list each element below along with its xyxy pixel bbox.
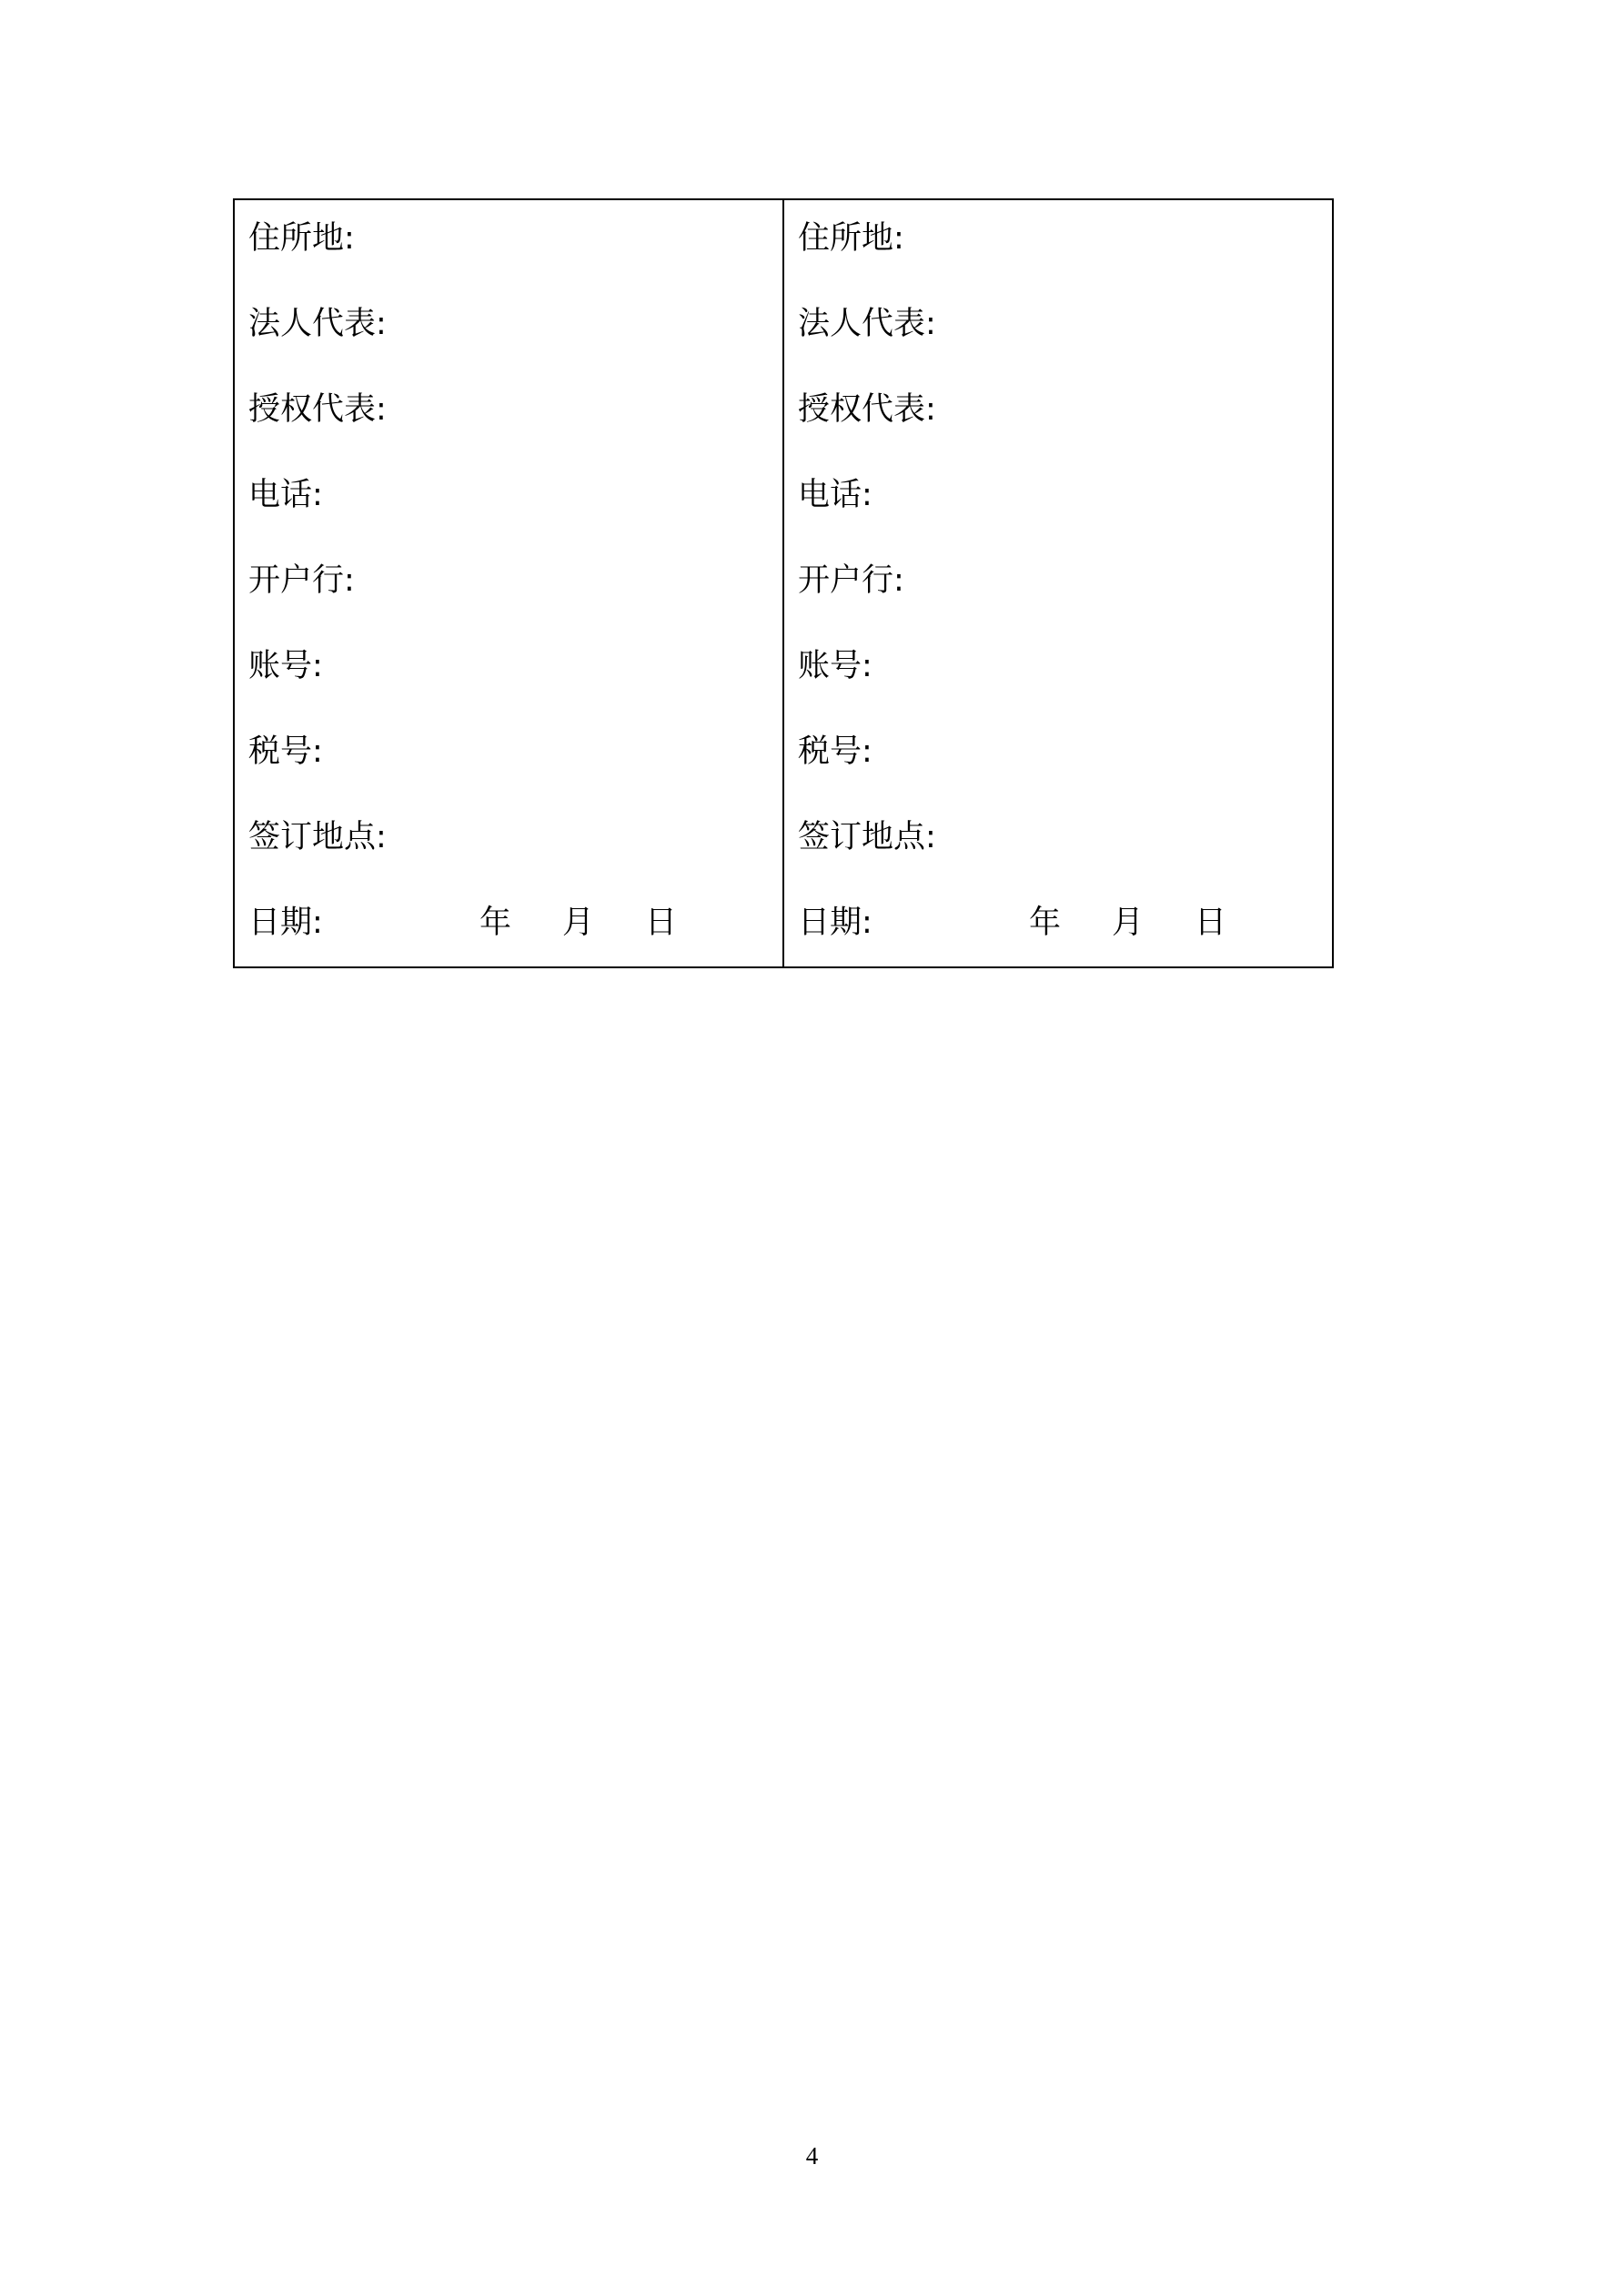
legal-rep-row bbox=[248, 304, 782, 389]
authorized-rep-row bbox=[248, 389, 782, 475]
party-b-column bbox=[782, 200, 1332, 966]
date-label: 日期: bbox=[248, 905, 323, 941]
phone-label: 电话: bbox=[798, 477, 873, 513]
date-row bbox=[798, 903, 1332, 988]
date-row bbox=[248, 903, 782, 988]
tax-id-row bbox=[248, 732, 782, 817]
legal-rep-row bbox=[798, 304, 1332, 389]
authorized-rep-row bbox=[798, 389, 1332, 475]
signing-place-label: 签订地点: bbox=[248, 819, 387, 855]
phone-row bbox=[798, 475, 1332, 561]
legal-rep-label: 法人代表: bbox=[798, 306, 936, 342]
date-label: 日期: bbox=[798, 905, 873, 941]
signing-place-label: 签订地点: bbox=[798, 819, 936, 855]
signature-table bbox=[233, 198, 1334, 968]
signing-place-row bbox=[248, 817, 782, 903]
account-label: 账号: bbox=[248, 648, 323, 684]
tax-id-label: 税号: bbox=[798, 733, 873, 770]
page-number: 4 bbox=[805, 2142, 819, 2170]
tax-id-label: 税号: bbox=[248, 733, 323, 770]
authorized-rep-label: 授权代表: bbox=[248, 391, 387, 428]
bank-label: 开户行: bbox=[798, 562, 904, 599]
signing-place-row bbox=[798, 817, 1332, 903]
account-row bbox=[248, 646, 782, 732]
bank-row bbox=[798, 561, 1332, 646]
date-day-unit: 日 bbox=[1195, 905, 1227, 941]
phone-row bbox=[248, 475, 782, 561]
account-label: 账号: bbox=[798, 648, 873, 684]
address-row bbox=[248, 218, 782, 304]
bank-row bbox=[248, 561, 782, 646]
authorized-rep-label: 授权代表: bbox=[798, 391, 936, 428]
account-row bbox=[798, 646, 1332, 732]
bank-label: 开户行: bbox=[248, 562, 355, 599]
phone-label: 电话: bbox=[248, 477, 323, 513]
address-label: 住所地: bbox=[798, 220, 904, 257]
date-month-unit: 月 bbox=[562, 905, 595, 941]
tax-id-row bbox=[798, 732, 1332, 817]
date-year-unit: 年 bbox=[1029, 905, 1062, 941]
date-day-unit: 日 bbox=[645, 905, 678, 941]
legal-rep-label: 法人代表: bbox=[248, 306, 387, 342]
date-year-unit: 年 bbox=[479, 905, 512, 941]
address-row bbox=[798, 218, 1332, 304]
date-month-unit: 月 bbox=[1112, 905, 1145, 941]
address-label: 住所地: bbox=[248, 220, 355, 257]
party-a-column bbox=[235, 200, 782, 966]
